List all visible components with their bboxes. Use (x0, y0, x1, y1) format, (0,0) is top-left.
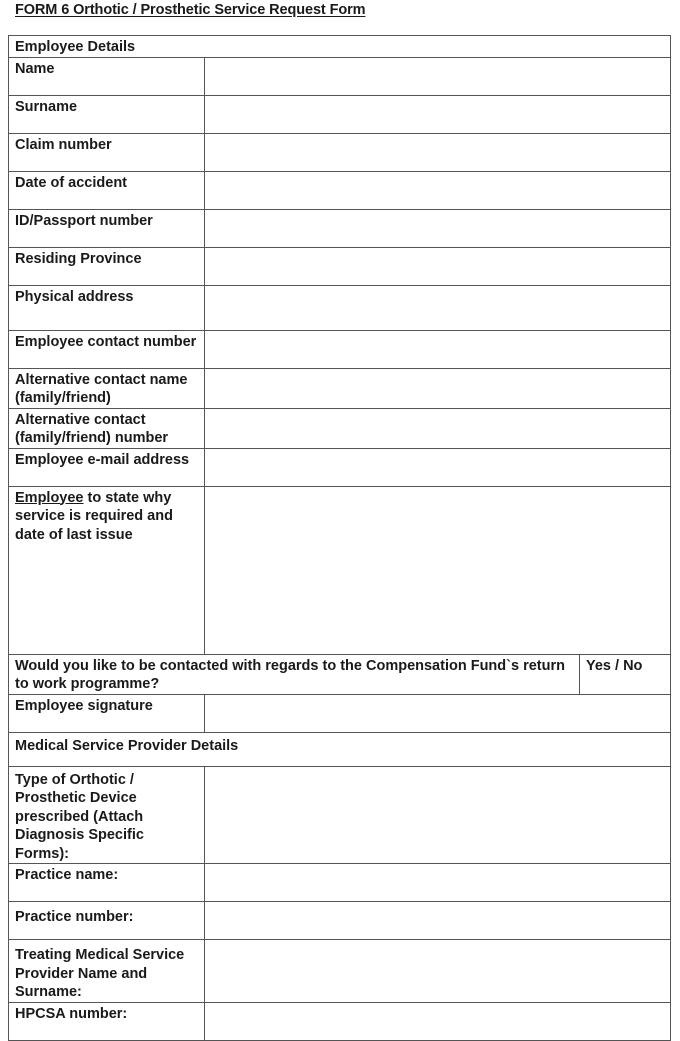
service-request-table (8, 35, 671, 1041)
residing-province-label: Residing Province (9, 247, 205, 285)
employee-email-row (9, 448, 671, 486)
id-passport-field[interactable] (205, 209, 671, 247)
reason-label (9, 486, 205, 654)
surname-field[interactable] (205, 95, 671, 133)
device-type-row (9, 766, 671, 864)
physical-address-field[interactable] (205, 285, 671, 330)
physical-address-label: Physical address (9, 285, 205, 330)
practice-name-label: Practice name: (9, 864, 205, 902)
practice-number-row (9, 902, 671, 940)
alt-contact-number-label: Alternative contact (family/friend) number (9, 408, 205, 448)
device-type-field[interactable] (205, 766, 671, 864)
date-of-accident-label: Date of accident (9, 171, 205, 209)
treating-provider-label: Treating Medical Service Provider Name and Surname: (9, 940, 205, 1003)
employee-signature-label: Employee signature (9, 694, 205, 732)
alt-contact-number-field[interactable] (205, 408, 671, 448)
reason-field[interactable] (205, 486, 671, 654)
reason-label-rest: to state why service is required and date of last issue (15, 489, 173, 543)
name-row (9, 57, 671, 95)
hpcsa-number-row (9, 1002, 671, 1040)
device-type-label: Type of Orthotic / Prosthetic Device prescribed (Attach Diagnosis Specific Forms): (9, 766, 205, 864)
employee-signature-row (9, 694, 671, 732)
provider-details-heading: Medical Service Provider Details (9, 732, 671, 766)
treating-provider-field[interactable] (205, 940, 671, 1003)
employee-contact-field[interactable] (205, 330, 671, 368)
hpcsa-number-field[interactable] (205, 1002, 671, 1040)
practice-number-label: Practice number: (9, 902, 205, 940)
date-of-accident-row (9, 171, 671, 209)
date-of-accident-field[interactable] (205, 171, 671, 209)
contact-question-row (9, 654, 671, 694)
contact-question: Would you like to be contacted with regards to the Compensation Fund`s return to work programme? (9, 654, 580, 694)
employee-email-field[interactable] (205, 448, 671, 486)
alt-contact-number-row (9, 408, 671, 448)
reason-label-underlined: Employee (15, 489, 84, 506)
claim-number-label: Claim number (9, 133, 205, 171)
alt-contact-name-row (9, 368, 671, 408)
employee-email-label: Employee e-mail address (9, 448, 205, 486)
alt-contact-name-field[interactable] (205, 368, 671, 408)
id-passport-label: ID/Passport number (9, 209, 205, 247)
reason-row (9, 486, 671, 654)
form-title: FORM 6 Orthotic / Prosthetic Service Request Form (15, 2, 366, 18)
surname-label: Surname (9, 95, 205, 133)
employee-signature-field[interactable] (205, 694, 671, 732)
id-passport-row (9, 209, 671, 247)
treating-provider-row (9, 940, 671, 1003)
employee-details-heading: Employee Details (9, 36, 671, 58)
claim-number-field[interactable] (205, 133, 671, 171)
physical-address-row (9, 285, 671, 330)
employee-contact-label: Employee contact number (9, 330, 205, 368)
contact-answer-yes-no[interactable]: Yes / No (580, 654, 671, 694)
provider-details-header-row (9, 732, 671, 766)
practice-name-field[interactable] (205, 864, 671, 902)
residing-province-row (9, 247, 671, 285)
practice-name-row (9, 864, 671, 902)
employee-details-header-row (9, 36, 671, 58)
hpcsa-number-label: HPCSA number: (9, 1002, 205, 1040)
employee-contact-row (9, 330, 671, 368)
surname-row (9, 95, 671, 133)
claim-number-row (9, 133, 671, 171)
name-label: Name (9, 57, 205, 95)
alt-contact-name-label: Alternative contact name (family/friend) (9, 368, 205, 408)
practice-number-field[interactable] (205, 902, 671, 940)
name-field[interactable] (205, 57, 671, 95)
residing-province-field[interactable] (205, 247, 671, 285)
